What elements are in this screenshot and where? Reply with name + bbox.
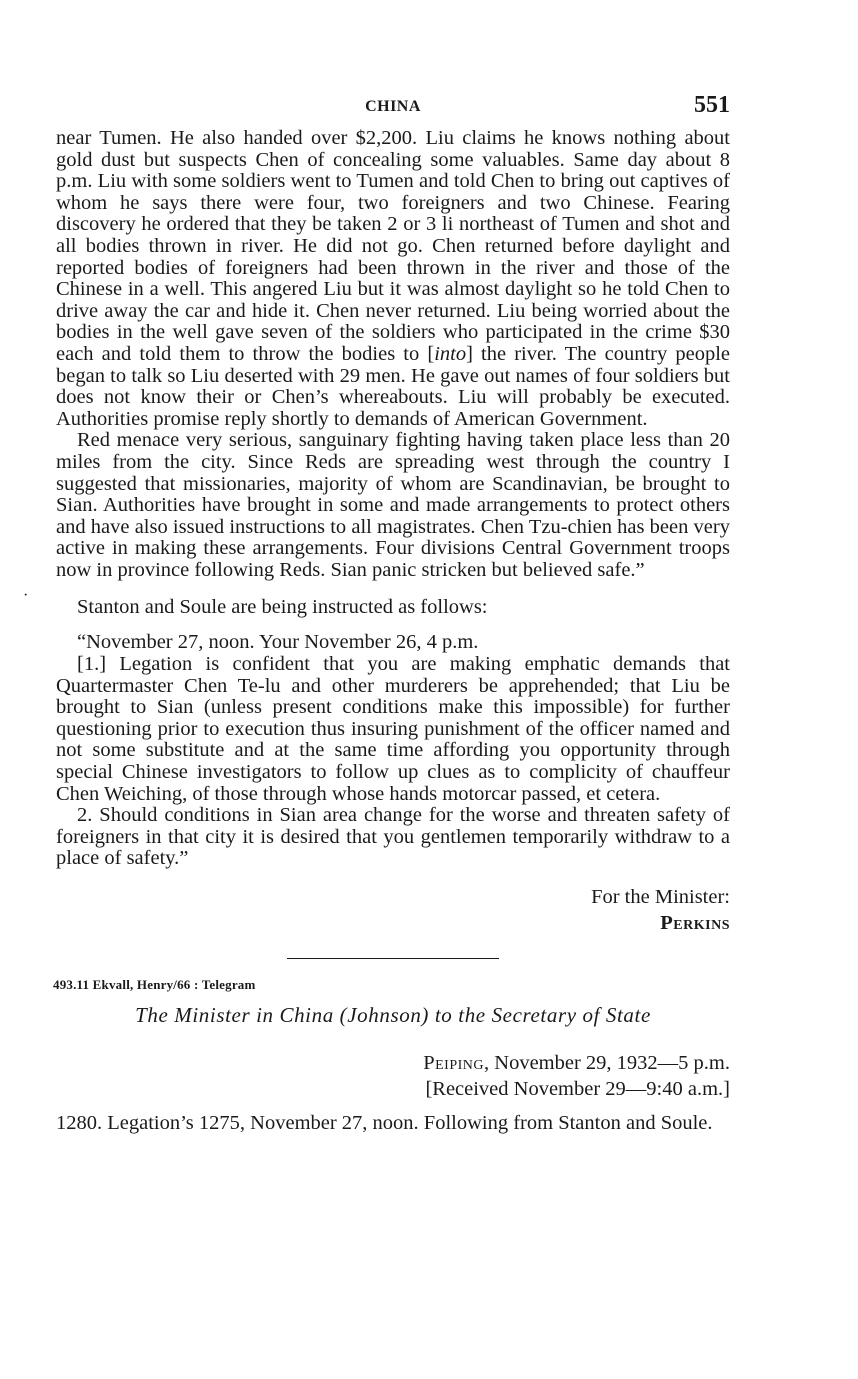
opening-paragraph <box>56 1110 730 1136</box>
quote-paragraph-2: 2. Should conditions in Sian area change for the worse and threaten safety of foreigners in that city it is desired that you gentlemen temporarily withdraw to a place of safety.” <box>56 804 730 870</box>
page-content <box>53 88 731 1136</box>
signature-for-line: For the Minister: <box>591 886 730 908</box>
bracket-open: [ <box>419 342 435 365</box>
dateline-place: Peiping <box>423 1052 485 1074</box>
page-number: 551 <box>694 92 730 118</box>
editorial-insert: into <box>434 342 467 365</box>
file-reference: 493.11 Ekvall, Henry/66 : Telegram <box>53 977 256 992</box>
opening-paragraph-text: 1280. Legation’s 1275, November 27, noon. Following from Stanton and Soule. <box>56 1112 713 1134</box>
quote-paragraph-1: [1.] Legation is confident that you are making emphatic demands that Quartermaster Chen Te-lu and other murderers be apprehended; that Liu be brought to Sian (unless present conditions make this impossible) for further questioning prior to execution thus insuring punishment of the officer named and not some substitute and at the same time affording you opportunity through special Chinese investigators to follow up clues as to complicity of chauffeur Chen Weiching, of those through whose hands motorcar passed, et cetera. <box>56 653 730 805</box>
telegram-body <box>56 128 730 581</box>
margin-mark: · <box>23 587 29 604</box>
dateline-date: , November 29, 1932—5 p.m. <box>484 1052 730 1074</box>
signature-name: Perkins <box>660 912 730 934</box>
paragraph-1 <box>56 128 730 430</box>
dateline <box>56 1050 730 1076</box>
quote-dateline: “November 27, noon. Your November 26, 4 p.m. <box>77 631 479 654</box>
quoted-instructions <box>56 632 730 870</box>
document-title: The Minister in China (Johnson) to the Secretary of State <box>135 1003 651 1027</box>
paragraph-1-continued: the river. The country people began to talk so Liu deserted with 29 men. He gave out names of four soldiers but does not know their or Chen’s whereabouts. Liu will probably be executed. Authorities promise reply shortly to demands of American Government. <box>56 342 731 430</box>
dateline-block <box>56 1050 730 1102</box>
paragraph-2: Red menace very serious, sanguinary fighting having taken place less than 20 miles from the city. Since Reds are spreading west through the country I suggested that missionaries, majority of whom are Scandinavian, be brought to Sian. Authorities have brought in some and made arrangements to protect others and have also issued instructions to all magistrates. Chen Tzu-chien has been very active in making these arrangements. Four divisions Central Government troops now in province following Reds. Sian panic stricken but believed safe.” <box>56 429 730 581</box>
received-line: [Received November 29—9:40 a.m.] <box>425 1078 730 1100</box>
paragraph-1-text: near Tumen. He also handed over $2,200. Liu claims he knows nothing about gold dust but suspects Chen of concealing some valuables. Same day about 8 p.m. Liu with some soldiers went to Tumen and told Chen to bring out captives of whom he says there were four, two foreigners and two Chinese. Fearing discovery he ordered that they be taken 2 or 3 li northeast of Tumen and shot and all bodies thrown in river. He did not go. Chen returned before daylight and reported bodies of foreigners had been thrown in the river and those of the Chinese in a well. This angered Liu but it was almost daylight so he told Chen to drive away the car and hide it. Chen never returned. Liu being worried about the bodies in the well gave seven of the soldiers who participated in the crime $30 each and told them to throw the bodies to <box>56 127 730 365</box>
running-head: CHINA <box>365 98 421 115</box>
bracket-close: ] <box>466 342 482 365</box>
instruction-intro: Stanton and Soule are being instructed as follows: <box>77 596 488 619</box>
section-divider <box>287 958 499 959</box>
page-header <box>56 88 730 128</box>
signature-block <box>56 884 730 936</box>
